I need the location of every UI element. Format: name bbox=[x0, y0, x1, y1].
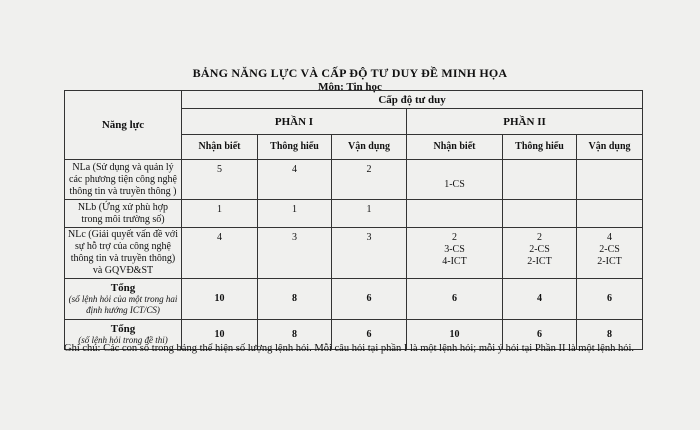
total-cell: 6 bbox=[577, 279, 643, 320]
header-row-top bbox=[65, 91, 643, 109]
level-header: Thông hiểu bbox=[503, 135, 577, 160]
table-cell: 4 bbox=[258, 160, 332, 200]
total-label bbox=[65, 279, 182, 320]
cell-line: 2-CS bbox=[599, 244, 620, 255]
total-cell: 6 bbox=[407, 279, 503, 320]
part-header: PHẦN II bbox=[407, 109, 643, 135]
document-title: BẢNG NĂNG LỰC VÀ CẤP ĐỘ TƯ DUY ĐỀ MINH HỌA bbox=[192, 66, 508, 80]
table-cell: 5 bbox=[182, 160, 258, 200]
level-header: Nhận biết bbox=[407, 135, 503, 160]
table-row bbox=[65, 200, 643, 228]
total-cell: 6 bbox=[503, 320, 577, 350]
total-subtitle: (số lệnh hỏi của một trong hai định hướng ICT/CS) bbox=[68, 294, 178, 315]
table-cell: 3 bbox=[258, 228, 332, 279]
table-cell bbox=[577, 228, 643, 279]
table-cell: 3 bbox=[332, 228, 407, 279]
top-header: Cấp độ tư duy bbox=[182, 91, 643, 109]
total-title: Tổng bbox=[110, 282, 136, 294]
level-header: Nhận biết bbox=[182, 135, 258, 160]
table-cell bbox=[577, 200, 643, 228]
cell-line: 2 bbox=[452, 232, 457, 243]
part-header: PHẦN I bbox=[182, 109, 407, 135]
total-row bbox=[65, 279, 643, 320]
table-cell: 2 bbox=[332, 160, 407, 200]
total-cell: 6 bbox=[332, 279, 407, 320]
corner-header: Năng lực bbox=[65, 91, 182, 160]
total-cell: 10 bbox=[182, 279, 258, 320]
total-title: Tổng bbox=[110, 323, 136, 335]
table-cell: 4 bbox=[182, 228, 258, 279]
total-cell: 8 bbox=[258, 320, 332, 350]
cell-line: 4-ICT bbox=[442, 256, 467, 267]
table-row bbox=[65, 160, 643, 200]
level-header: Vận dụng bbox=[332, 135, 407, 160]
cell-line: 2 bbox=[537, 232, 542, 243]
competency-label: NLb (Ứng xử phù hợp trong môi trường số) bbox=[65, 200, 182, 228]
cell-line: 2-ICT bbox=[527, 256, 552, 267]
table-cell bbox=[503, 200, 577, 228]
competency-label: NLc (Giải quyết vấn đề với sự hỗ trợ của công nghệ thông tin và truyền thông) và GQVĐ&ST bbox=[65, 228, 182, 279]
competency-table bbox=[64, 90, 643, 350]
competency-label: NLa (Sử dụng và quản lý các phương tiện công nghệ thông tin và truyền thông ) bbox=[65, 160, 182, 200]
table-cell: 1 bbox=[332, 200, 407, 228]
level-header: Vận dụng bbox=[577, 135, 643, 160]
total-cell: 6 bbox=[332, 320, 407, 350]
table-cell: 1 bbox=[258, 200, 332, 228]
subject-label: Môn: Tin học bbox=[318, 81, 382, 93]
level-header: Thông hiểu bbox=[258, 135, 332, 160]
total-cell: 10 bbox=[182, 320, 258, 350]
total-cell: 8 bbox=[258, 279, 332, 320]
cell-line: 2-CS bbox=[529, 244, 550, 255]
table-cell bbox=[407, 228, 503, 279]
table-cell bbox=[503, 228, 577, 279]
total-cell: 10 bbox=[407, 320, 503, 350]
table-cell bbox=[503, 160, 577, 200]
total-cell: 4 bbox=[503, 279, 577, 320]
total-subtitle: (số lệnh hỏi trong đề thi) bbox=[78, 335, 168, 345]
table-cell bbox=[577, 160, 643, 200]
table-row bbox=[65, 228, 643, 279]
table-cell: 1-CS bbox=[407, 160, 503, 200]
table-cell: 1 bbox=[182, 200, 258, 228]
table-cell bbox=[407, 200, 503, 228]
total-cell: 8 bbox=[577, 320, 643, 350]
cell-line: 4 bbox=[607, 232, 613, 243]
footnote: Ghi chú: Các con số trong bảng thể hiện số lượng lệnh hỏi. Mỗi câu hỏi tại phần I là một lệnh hỏi; mỗi ý hỏi tại Phần II là một lệnh hỏi. bbox=[64, 343, 634, 354]
cell-line: 3-CS bbox=[444, 244, 465, 255]
cell-line: 2-ICT bbox=[597, 256, 622, 267]
